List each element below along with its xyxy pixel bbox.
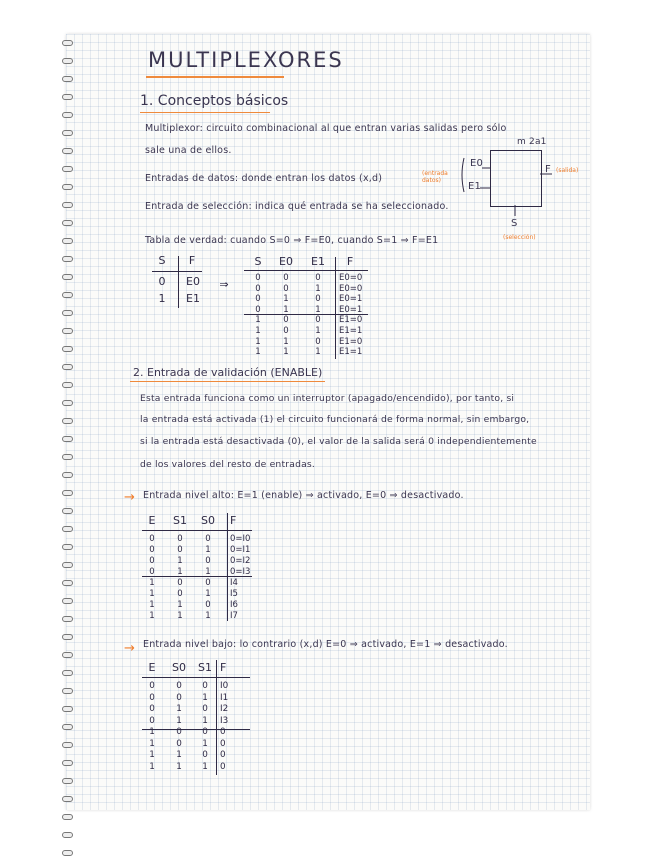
full-table-cell: E0=0 (339, 273, 363, 283)
high-table-cell: 0=I0 (230, 534, 251, 544)
full-table-cell: 0 (315, 315, 321, 326)
full-table-cell: E1=1 (339, 326, 363, 336)
small-cell: E1 (186, 292, 200, 305)
low-table-cell: 0 (220, 727, 226, 737)
low-table-cell: 0 (149, 704, 155, 714)
low-table-header: S0 (172, 661, 186, 674)
low-table-cell: 0 (176, 681, 182, 691)
high-level-text: Entrada nivel alto: E=1 (enable) ⇒ activado, E=0 ⇒ desactivado. (143, 490, 464, 501)
mux-output-note: (salida) (556, 167, 579, 174)
full-table-cell: 0 (283, 315, 289, 326)
low-table-cell: 0 (202, 681, 208, 691)
small-cell: 1 (158, 292, 166, 305)
full-table-cell: 1 (283, 304, 289, 315)
low-table-header: S1 (198, 661, 212, 674)
high-table-cell: 0 (177, 545, 183, 555)
low-table-cell: 1 (149, 761, 155, 772)
section2-line1: Esta entrada funciona como un interruptor (apagado/encendido), por tanto, si (140, 393, 515, 404)
full-table-cell: 0 (315, 294, 321, 305)
mux-label: m 2a1 (517, 137, 547, 147)
section1-line1: Multiplexor: circuito combinacional al que entran varias salidas pero sólo (145, 123, 507, 134)
high-table-cell: 1 (205, 589, 211, 599)
full-table-cell: 1 (315, 326, 321, 336)
section2-line4: de los valores del resto de entradas. (140, 459, 316, 470)
section1-heading: 1. Conceptos básicos (140, 93, 289, 109)
mux-input-e0: E0 (470, 158, 484, 169)
full-table-cell: 0 (315, 336, 321, 347)
section2-line3: si la entrada está desactivada (0), el valor de la salida será 0 independientemente (140, 436, 537, 447)
low-table-header: F (220, 661, 227, 674)
low-table-cell: 1 (149, 738, 155, 749)
high-table-cell: 1 (177, 556, 183, 566)
low-table-cell: 1 (202, 738, 208, 749)
section2-line2: la entrada está activada (1) el circuito funcionará de forma normal, sin embargo, (140, 414, 530, 425)
bullet-arrow-icon: → (124, 641, 135, 656)
high-table-cell: 0 (205, 600, 211, 610)
section1-line5: Tabla de verdad: cuando S=0 ⇒ F=E0, cuando S=1 ⇒ F=E1 (145, 235, 439, 246)
high-table-cell: 0 (149, 567, 155, 577)
full-table-cell: 0 (255, 283, 261, 294)
high-table-cell: 1 (205, 611, 211, 621)
high-table-header: S1 (173, 514, 187, 527)
low-table-cell: 0 (202, 727, 208, 737)
high-table-cell: 1 (149, 611, 155, 621)
full-table-cell: 1 (315, 304, 321, 315)
low-table-cell: 0 (202, 750, 208, 760)
full-table-cell: E0=0 (339, 283, 363, 294)
section2-underline (130, 381, 325, 382)
full-table-cell: E1=0 (339, 315, 363, 326)
page-title: MULTIPLEXORES (148, 48, 344, 72)
small-cell: E0 (186, 275, 200, 288)
low-table-cell: 0 (176, 692, 182, 703)
full-table-cell: E0=1 (339, 294, 363, 305)
low-table-cell: 0 (202, 704, 208, 714)
full-table-cell: E1=0 (339, 336, 363, 347)
high-table-cell: 1 (149, 578, 155, 588)
low-table-cell: 0 (149, 692, 155, 703)
low-table-cell: 1 (176, 715, 182, 726)
low-table-cell: I2 (220, 704, 229, 714)
section1-line2: sale una de ellos. (145, 145, 232, 156)
high-table-cell: 1 (149, 589, 155, 599)
full-table-cell: 1 (283, 347, 289, 358)
full-table-cell: 0 (255, 273, 261, 283)
high-table-cell: 0 (177, 589, 183, 599)
low-table-cell: 0 (149, 715, 155, 726)
section2-heading: 2. Entrada de validación (ENABLE) (133, 366, 323, 379)
low-table-cell: 1 (176, 761, 182, 772)
mux-output-f: F (545, 164, 551, 175)
low-table-cell: 1 (149, 750, 155, 760)
full-table-cell: 1 (315, 347, 321, 358)
mux-select-note: (selección) (503, 234, 536, 241)
small-header-s: S (158, 254, 166, 267)
high-table-cell: I4 (230, 578, 238, 588)
low-table-cell: 1 (176, 750, 182, 760)
small-cell: 0 (158, 275, 166, 288)
high-table-cell: 1 (149, 600, 155, 610)
full-table-cell: 1 (283, 336, 289, 347)
mux-select-s: S (511, 218, 518, 229)
low-table-cell: 1 (202, 761, 208, 772)
high-table-cell: 0=I3 (230, 567, 251, 577)
low-table-cell: I3 (220, 715, 229, 726)
low-table-cell: 0 (220, 738, 226, 749)
high-table-header: F (230, 514, 237, 527)
full-table-cell: 1 (255, 326, 261, 336)
full-header-e0: E0 (279, 255, 293, 268)
high-table-cell: 0=I1 (230, 545, 251, 555)
full-table-cell: 1 (255, 347, 261, 358)
high-table-cell: 1 (205, 545, 211, 555)
high-table-cell: I6 (230, 600, 238, 610)
high-table-cell: 0 (149, 545, 155, 555)
high-table-header: S0 (201, 514, 215, 527)
mux-input-e1: E1 (468, 181, 482, 192)
high-table-cell: 0 (177, 534, 183, 544)
full-table-cell: 0 (283, 283, 289, 294)
full-table-cell: 0 (283, 326, 289, 336)
low-table-cell: 0 (220, 761, 226, 772)
low-table-cell: 1 (202, 692, 208, 703)
low-table-cell: I1 (220, 692, 229, 703)
full-table-cell: E0=1 (339, 304, 363, 315)
high-table-cell: 1 (177, 567, 183, 577)
high-table-cell: 0 (205, 578, 211, 588)
low-table-cell: I0 (220, 681, 229, 691)
spiral-ring (62, 850, 73, 856)
high-table-cell: 0 (177, 578, 183, 588)
high-table-cell: I7 (230, 611, 238, 621)
section1-line4: Entrada de selección: indica qué entrada se ha seleccionado. (145, 201, 449, 212)
high-table-header: E (148, 514, 156, 527)
low-table-cell: 1 (176, 704, 182, 714)
high-table-cell: 0 (149, 556, 155, 566)
high-table-cell: 1 (205, 567, 211, 577)
full-header-s: S (254, 255, 262, 268)
implies-arrow: ⇒ (219, 278, 229, 291)
high-table-cell: 0 (149, 534, 155, 544)
low-table-cell: 0 (149, 681, 155, 691)
low-table-cell: 0 (176, 727, 182, 737)
low-table-cell: 1 (149, 727, 155, 737)
mux-inputs-note: (entrada datos) (422, 170, 448, 184)
section1-line3: Entradas de datos: donde entran los datos (x,d) (145, 173, 383, 184)
high-table-cell: 0=I2 (230, 556, 251, 566)
full-table-cell: 0 (255, 304, 261, 315)
high-table-cell: 1 (177, 611, 183, 621)
full-table-cell: 1 (255, 336, 261, 347)
full-table-cell: 0 (283, 273, 289, 283)
full-table-cell: E1=1 (339, 347, 363, 358)
full-table-cell: 0 (315, 273, 321, 283)
full-table-cell: 1 (283, 294, 289, 305)
full-header-e1: E1 (311, 255, 325, 268)
low-table-cell: 0 (220, 750, 226, 760)
full-table-cell: 1 (255, 315, 261, 326)
full-table-cell: 1 (315, 283, 321, 294)
low-level-text: Entrada nivel bajo: lo contrario (x,d) E=0 ⇒ activado, E=1 ⇒ desactivado. (143, 639, 508, 650)
low-table-cell: 0 (176, 738, 182, 749)
high-table-cell: 0 (205, 556, 211, 566)
low-table-cell: 1 (202, 715, 208, 726)
full-header-f: F (346, 255, 354, 268)
small-header-f: F (188, 254, 196, 267)
high-table-cell: 1 (177, 600, 183, 610)
bullet-arrow-icon: → (124, 490, 135, 505)
full-table-cell: 0 (255, 294, 261, 305)
high-table-cell: 0 (205, 534, 211, 544)
high-table-cell: I5 (230, 589, 238, 599)
low-table-header: E (148, 661, 156, 674)
